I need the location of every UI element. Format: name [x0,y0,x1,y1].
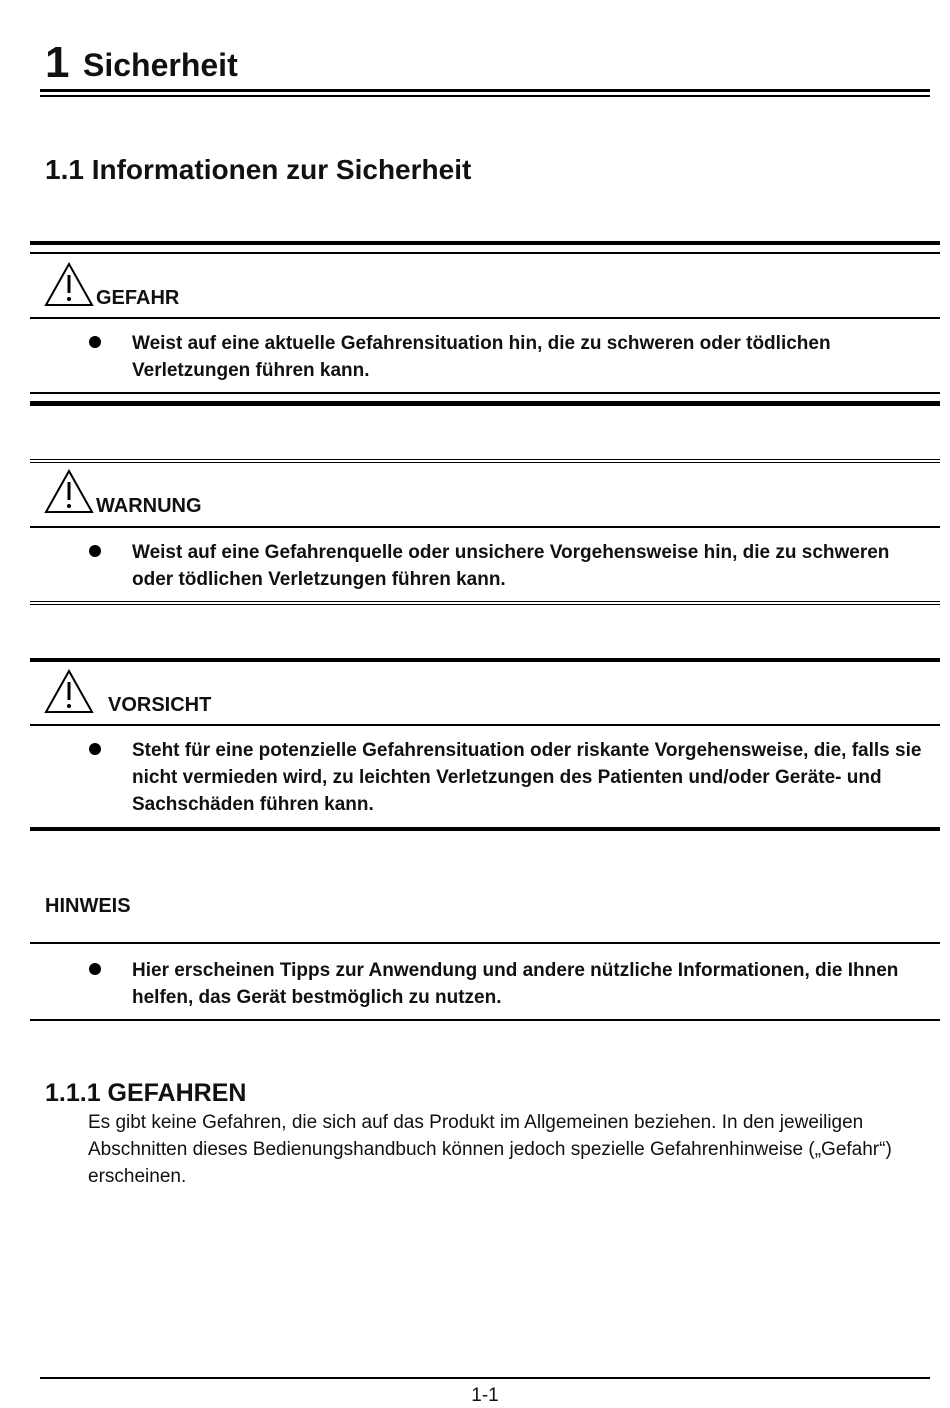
bullet-icon [89,743,101,755]
warning-triangle-icon [44,469,94,515]
warning-triangle-icon [44,262,94,308]
chapter-title: Sicherheit [83,47,238,83]
subsection-title: 1.1.1 GEFAHREN [45,1079,247,1107]
bullet-icon [89,963,101,975]
notice-hinweis-label: HINWEIS [45,895,131,917]
notice-gefahr-label: GEFAHR [96,287,180,309]
notice-gefahr-rule-top2 [30,252,940,254]
notice-warnung-text: Weist auf eine Gefahrenquelle oder unsichere Vorgehensweise hin, die zu schweren oder tödlichen Verletzungen führen kann. [132,542,890,590]
bullet-icon [89,336,101,348]
bullet-icon [89,545,101,557]
notice-gefahr-rule-bottom [30,392,940,394]
chapter-rule-top [40,89,930,92]
notice-gefahr-text: Weist auf eine aktuelle Gefahrensituation hin, die zu schweren oder tödlichen Verletzungen führen kann. [132,333,831,381]
page-number: 1-1 [471,1385,499,1406]
notice-gefahr-rule-top [30,241,940,245]
notice-vorsicht-rule-mid [30,724,940,726]
notice-warnung-rule-bottom [30,601,940,602]
notice-vorsicht-label: VORSICHT [108,694,212,716]
notice-warnung-rule-bottom2 [30,604,940,605]
notice-warnung-rule-mid [30,526,940,528]
notice-vorsicht-rule-bottom [30,827,940,831]
notice-hinweis-text: Hier erscheinen Tipps zur Anwendung und andere nützliche Informationen, die Ihnen helfen, das Gerät bestmöglich zu nutzen. [132,960,899,1008]
chapter-number: 1 [45,38,70,87]
notice-hinweis-rule-bottom [30,1019,940,1021]
chapter-rule-bottom [40,95,930,97]
notice-vorsicht-rule-top [30,658,940,662]
notice-gefahr-rule-bottom2 [30,401,940,406]
notice-gefahr-rule-mid [30,317,940,319]
notice-vorsicht-text: Steht für eine potenzielle Gefahrensituation oder riskante Vorgehensweise, die, falls sie nicht vermieden wird, zu leichten Verletzungen des Patienten und/oder Geräte- und Sachschäden führen kann. [132,740,922,815]
warning-triangle-icon [44,669,94,715]
footer-rule [40,1377,930,1379]
section-title: 1.1 Informationen zur Sicherheit [45,154,472,185]
notice-warnung-label: WARNUNG [96,495,202,517]
notice-warnung-rule-top [30,459,940,460]
notice-hinweis-rule-top [30,942,940,944]
subsection-body: Es gibt keine Gefahren, die sich auf das Produkt im Allgemeinen beziehen. In den jeweiligen Abschnitten dieses Bedienungshandbuch können jedoch spezielle Gefahrenhinweise („Gefahr“) erscheinen. [88,1112,892,1187]
notice-warnung-rule-top2 [30,462,940,463]
